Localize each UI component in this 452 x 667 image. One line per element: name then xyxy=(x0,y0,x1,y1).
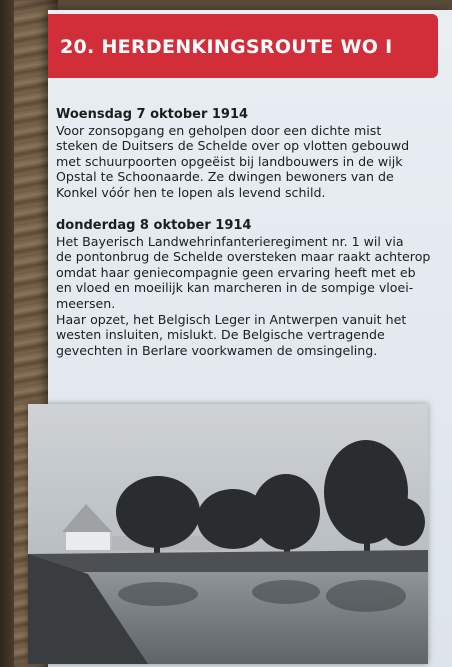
text-line: meersen. xyxy=(56,295,116,311)
text-line: Konkel vóór hen te lopen als levend schild. xyxy=(56,184,326,200)
historic-photo xyxy=(28,404,428,664)
wooden-post-shadow xyxy=(0,0,14,667)
text-line: gevechten in Berlare voorkwamen de omsingeling. xyxy=(56,342,378,358)
text-line: Haar opzet, het Belgisch Leger in Antwerpen vanuit het xyxy=(56,311,407,327)
text-line: met schuurpoorten opgeëist bij landbouwers in de wijk xyxy=(56,153,403,169)
section-8-october xyxy=(56,218,436,358)
text-line: omdat haar geniecompagnie geen ervaring heeft met eb xyxy=(56,264,416,280)
text-line: westen insluiten, mislukt. De Belgische vertragende xyxy=(56,327,385,343)
text-line: Het Bayerisch Landwehrinfanterieregiment nr. 1 wil via xyxy=(56,233,404,249)
section-date: donderdag 8 oktober 1914 xyxy=(56,218,252,233)
section-date: Woensdag 7 oktober 1914 xyxy=(56,107,249,122)
text-line: de pontonbrug de Schelde oversteken maar raakt achterop xyxy=(56,249,431,265)
text-line: steken de Duitsers de Schelde over op vlotten gebouwd xyxy=(56,138,410,154)
text-line: en vloed en moeilijk kan marcheren in de sompige vloei- xyxy=(56,280,414,296)
section-7-october xyxy=(56,107,436,201)
title-banner xyxy=(48,14,438,78)
information-sign xyxy=(48,10,452,667)
sign-title: 20. HERDENKINGSROUTE WO I xyxy=(60,36,393,58)
text-line: Opstal te Schoonaarde. Ze dwingen bewoners van de xyxy=(56,169,394,185)
text-line: Voor zonsopgang en geholpen door een dichte mist xyxy=(56,122,382,138)
